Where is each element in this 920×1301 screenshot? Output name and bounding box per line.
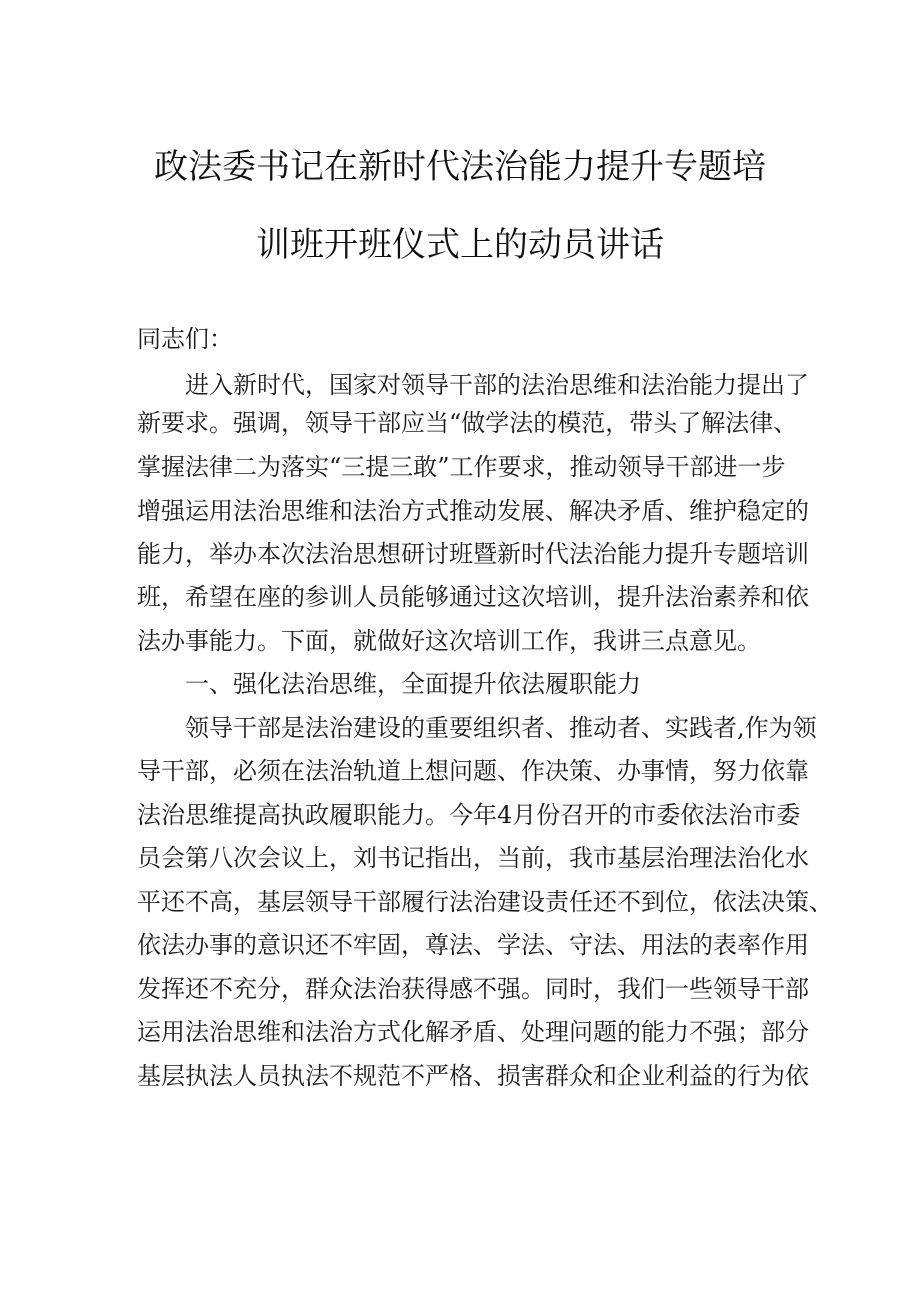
body-line: 掌握法律二为落实“三提三敢”工作要求，推动领导干部进一步 (137, 453, 786, 481)
section-heading: 一、强化法治思维，全面提升依法履职能力 (185, 670, 641, 698)
body-line: 新要求。强调，领导干部应当“做学法的模范，带头了解法律、 (137, 409, 798, 437)
body-line: 能力，举办本次法治思想研讨班暨新时代法治能力提升专题培训 (137, 540, 809, 568)
body-line: 进入新时代，国家对领导干部的法治思维和法治能力提出了 (185, 371, 809, 399)
body-line: 增强运用法治思维和法治方式推动发展、解决矛盾、维护稳定的 (137, 497, 809, 525)
body-line: 班，希望在座的参训人员能够通过这次培训，提升法治素养和依 (137, 583, 809, 611)
title-line-2: 训班开班仪式上的动员讲话 (256, 225, 664, 265)
body-line: 领导干部是法治建设的重要组织者、推动者、实践者,作为领 (185, 714, 817, 742)
body-line: 运用法治思维和法治方式化解矛盾、处理问题的能力不强；部分 (137, 1018, 809, 1046)
body-line: 发挥还不充分，群众法治获得感不强。同时，我们一些领导干部 (137, 975, 809, 1003)
title-line-1: 政法委书记在新时代法治能力提升专题培 (154, 147, 766, 187)
body-line: 依法办事的意识还不牢固，尊法、学法、守法、用法的表率作用 (137, 931, 809, 959)
body-line: 导干部，必须在法治轨道上想问题、作决策、办事情，努力依靠 (137, 757, 809, 785)
body-line: 员会第八次会议上，刘书记指出，当前，我市基层治理法治化水 (137, 844, 809, 872)
salutation: 同志们： (137, 325, 233, 353)
body-line: 法办事能力。下面，就做好这次培训工作，我讲三点意见。 (137, 627, 761, 655)
body-line: 平还不高，基层领导干部履行法治建设责任还不到位，依法决策、 (137, 888, 833, 916)
body-line: 基层执法人员执法不规范不严格、损害群众和企业利益的行为依 (137, 1062, 809, 1090)
body-line: 法治思维提高执政履职能力。今年4月份召开的市委依法治市委 (137, 801, 801, 829)
